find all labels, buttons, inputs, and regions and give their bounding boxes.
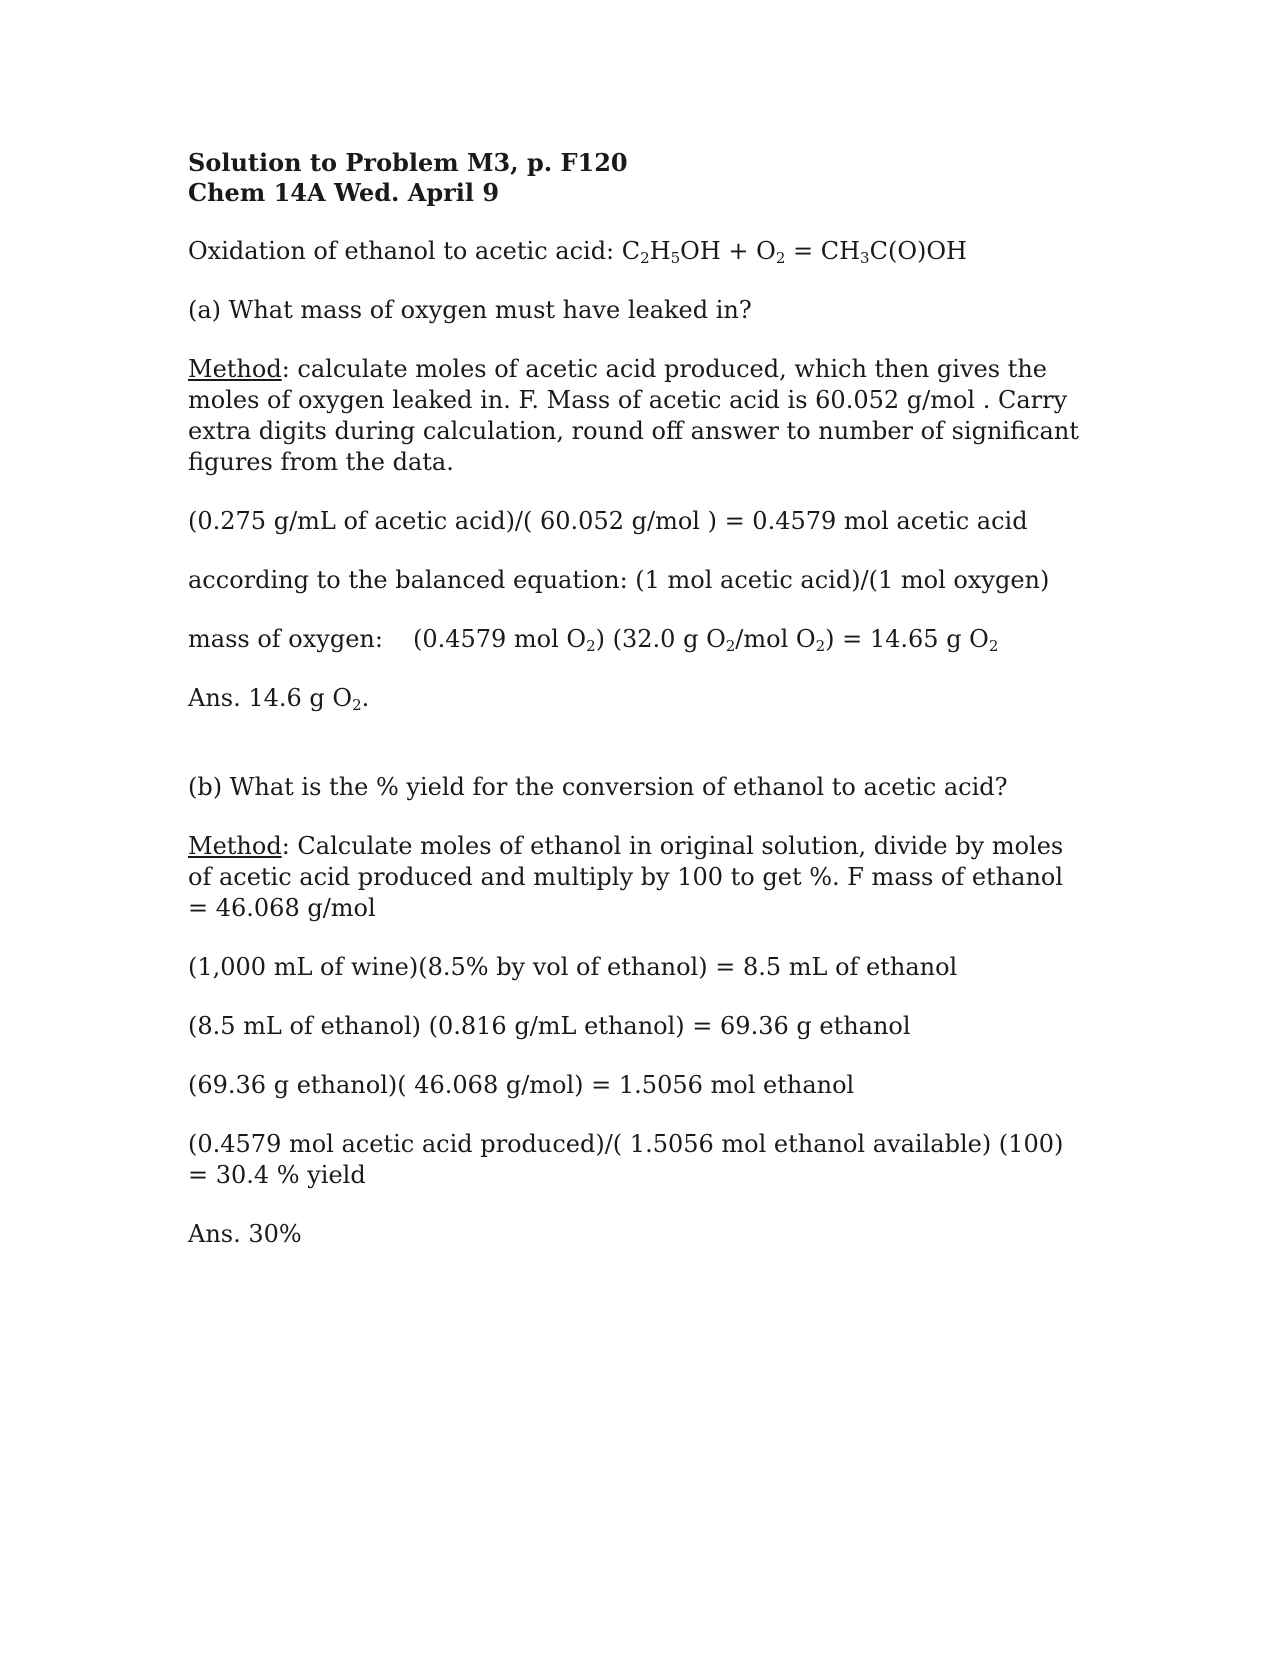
document-content <box>188 148 1088 1250</box>
part-a-answer: Ans. 14.6 g $O_2$. <box>188 684 370 714</box>
part-a-calc-1: (0.275 g/mL of acetic acid)/( 60.052 g/mol ) = 0.4579 mol acetic acid <box>188 507 1028 535</box>
part-b-method: Method: Calculate moles of ethanol in original solution, divide by moles of acetic acid produced and multiply by 100 to get %. F mass of ethanol = 46.068 g/mol <box>188 832 1064 922</box>
part-a-method: Method: calculate moles of acetic acid produced, which then gives the moles of oxygen leaked in. F. Mass of acetic acid is 60.052 g/mol . Carry extra digits during calculation, round off answer to number of significant figures from the data. <box>188 355 1079 476</box>
part-b-calc-4: (0.4579 mol acetic acid produced)/( 1.5056 mol ethanol available) (100) = 30.4 % yield <box>188 1130 1064 1189</box>
part-b-calc-3: (69.36 g ethanol)( 46.068 g/mol) = 1.5056 mol ethanol <box>188 1071 855 1099</box>
method-label: Method <box>188 832 282 860</box>
part-b-answer: Ans. 30% <box>188 1220 302 1248</box>
reaction-equation: Oxidation of ethanol to acetic acid: $C_2H_5OH + O_2 = CH_3C(O)OH$ <box>188 237 967 267</box>
part-b-question: (b) What is the % yield for the conversion of ethanol to acetic acid? <box>188 773 1008 801</box>
part-a-question: (a) What mass of oxygen must have leaked in? <box>188 296 752 324</box>
method-label: Method <box>188 355 282 383</box>
part-a-calc-2: according to the balanced equation: (1 mol acetic acid)/(1 mol oxygen) <box>188 566 1050 594</box>
part-a-mass-of-oxygen: mass of oxygen: (0.4579 mol $O_2$) (32.0 g $O_2$/mol $O_2) = 14.65$ g $O_2$ <box>188 625 999 655</box>
mass-label: mass of oxygen: <box>188 625 383 653</box>
part-b-calc-1: (1,000 mL of wine)(8.5% by vol of ethanol) = 8.5 mL of ethanol <box>188 953 958 981</box>
title-line-2: Chem 14A Wed. April 9 <box>188 178 500 207</box>
title-line-1: Solution to Problem M3, p. F120 <box>188 148 628 177</box>
part-b-calc-2: (8.5 mL of ethanol) (0.816 g/mL ethanol) = 69.36 g ethanol <box>188 1012 911 1040</box>
